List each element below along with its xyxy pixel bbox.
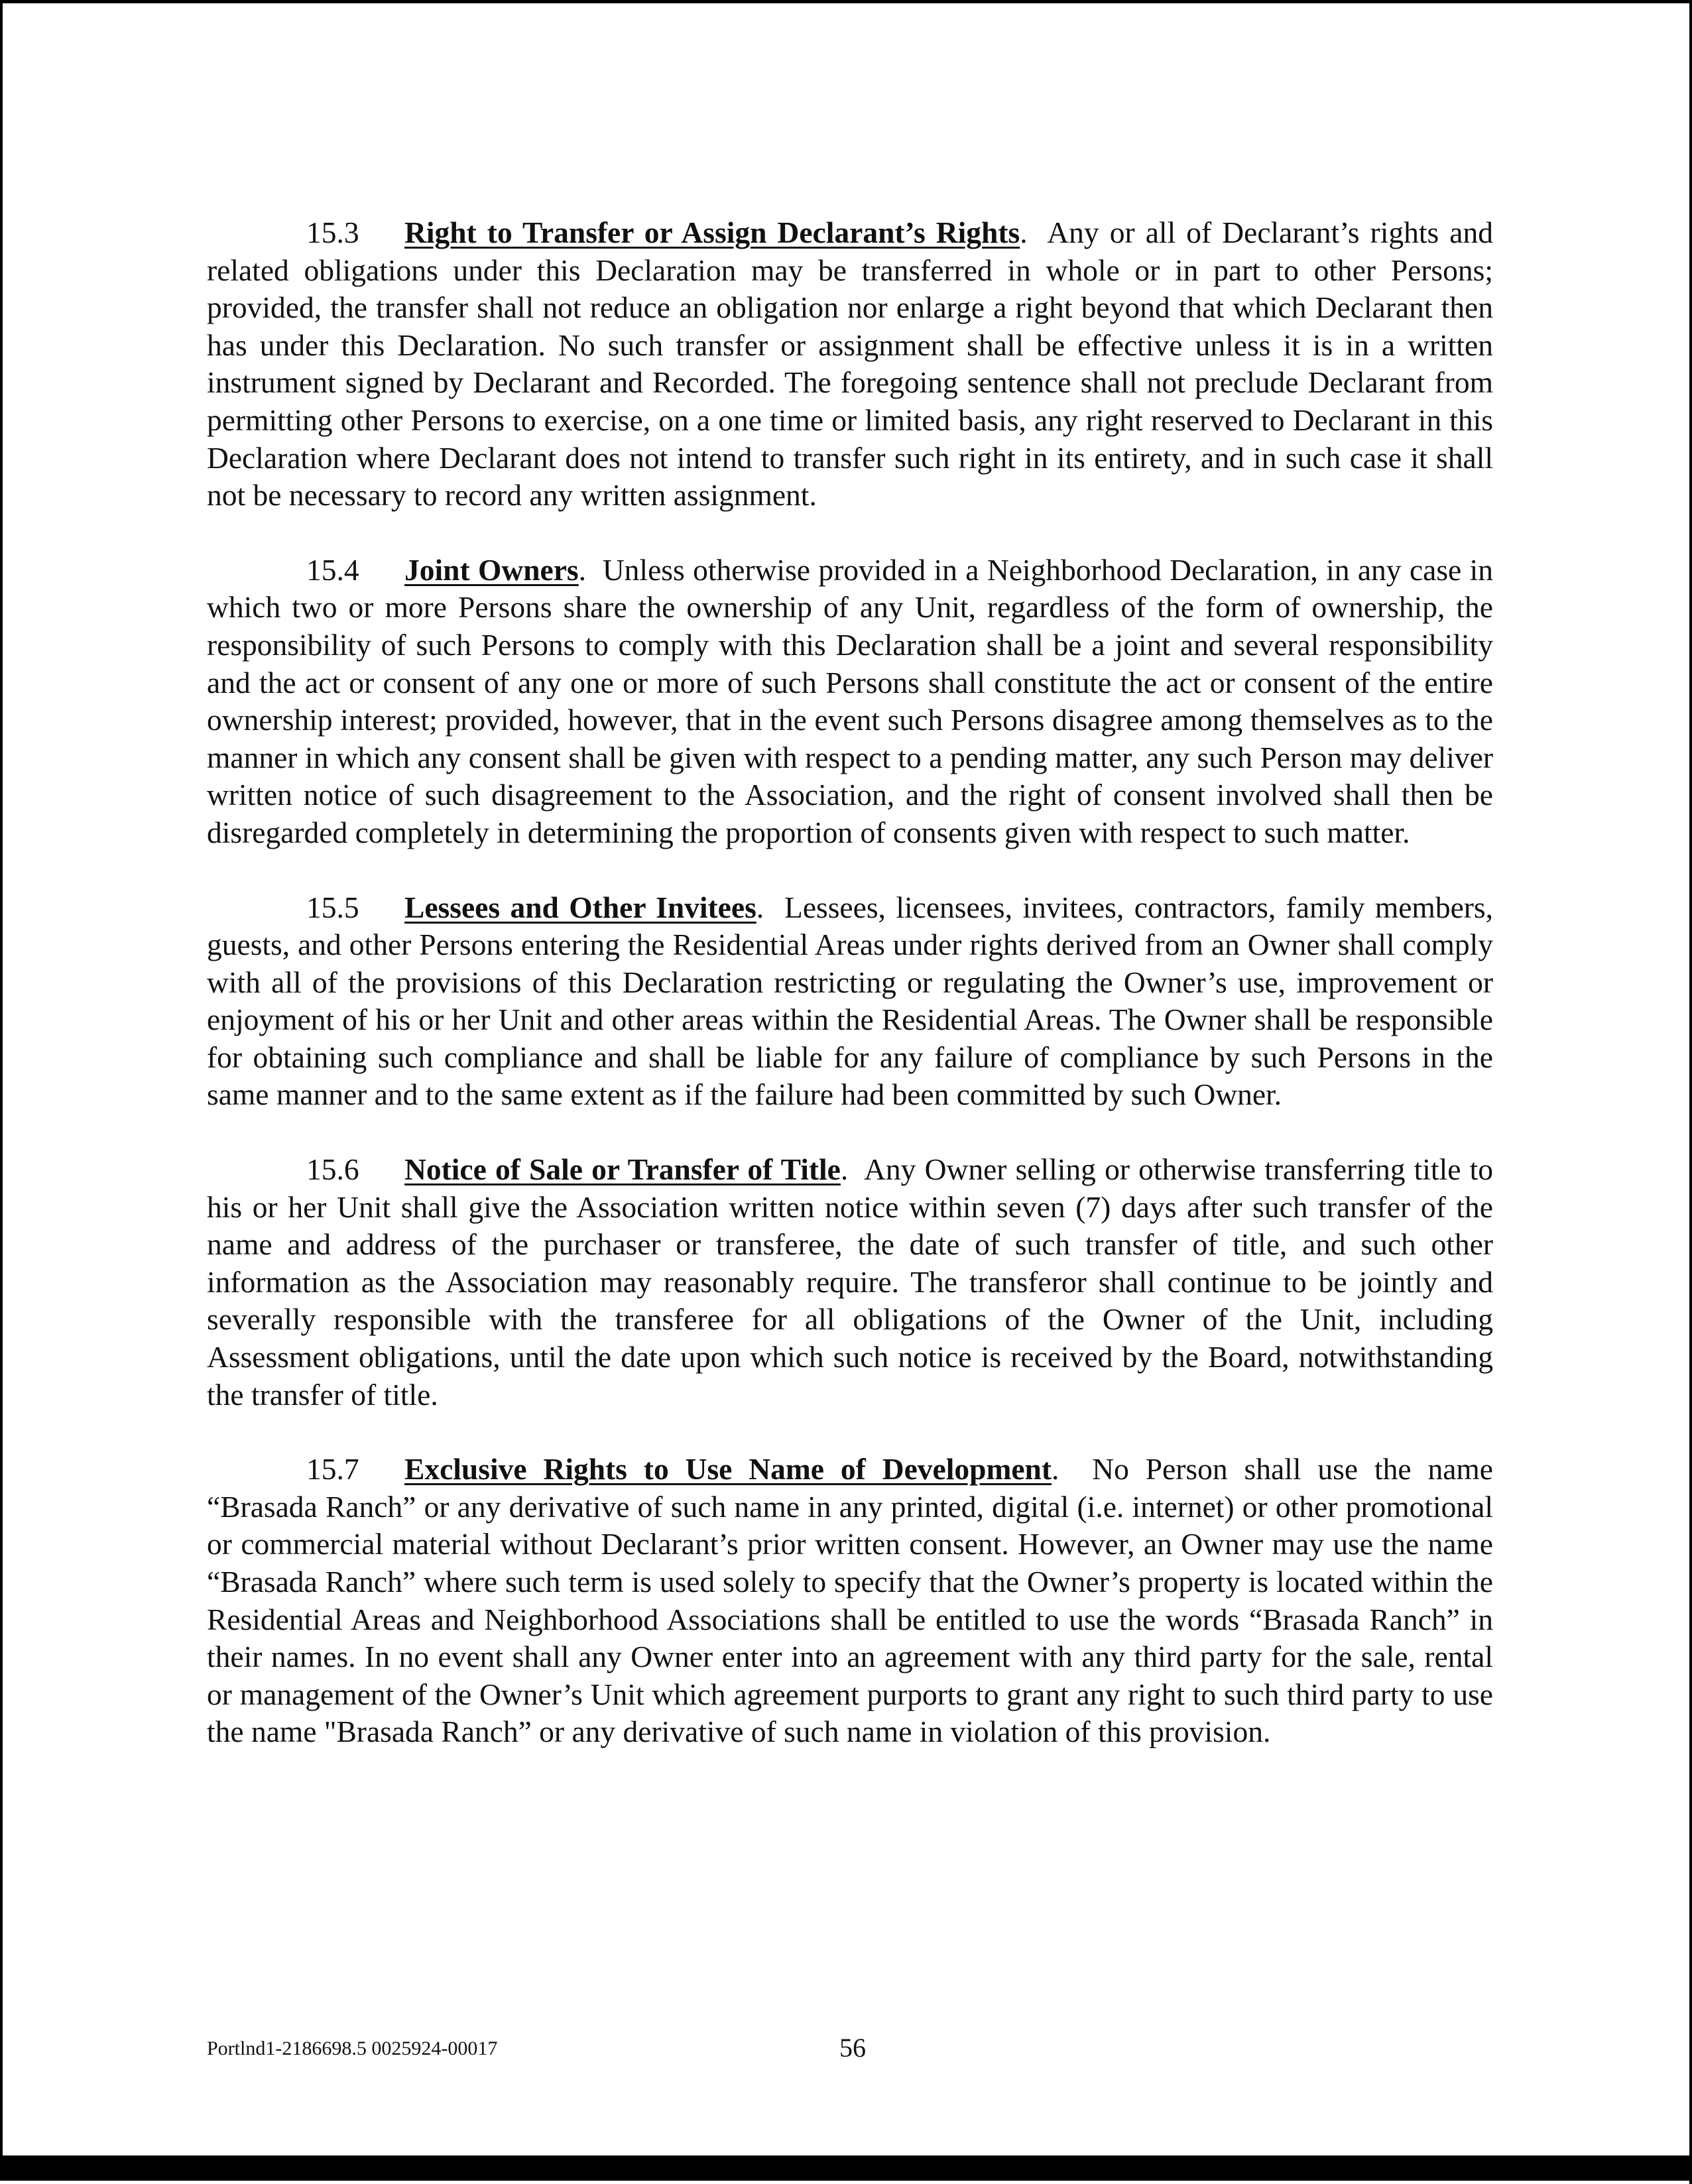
section-body: Any or all of Declarant’s rights and related obligations under this Declaration may be transferred in whole or in part to other Persons; provided, the transfer shall not reduce an obligation nor enlarge a right beyond that which Declarant then has under this Declaration. No such transfer or assignment shall be effective unless it is in a written instrument signed by Declarant and Recorded. The foregoing sentence shall not preclude Declarant from permitting other Persons to exercise, on a one time or limited basis, any right reserved to Declarant in this Declaration where Declarant does not intend to transfer such right in its entirety, and in such case it shall not be necessary to record any written assignment. [207, 215, 1493, 513]
section-body: No Person shall use the name “Brasada Ranch” or any derivative of such name in any printed, digital (i.e. internet) or other promotional or commercial material without Declarant’s prior written consent. However, an Owner may use the name “Brasada Ranch” where such term is used solely to specify that the Owner’s property is located within the Residential Areas and Neighborhood Associations shall be entitled to use the words “Brasada Ranch” in their names. In no event shall any Owner enter into an agreement with any third party for the sale, rental or management of the Owner’s Unit which agreement purports to grant any right to such third party to use the name "Brasada Ranch” or any derivative of such name in violation of this provision. [207, 1452, 1493, 1749]
section-number: 15.4 [306, 552, 359, 587]
section-number: 15.7 [306, 1452, 359, 1486]
section-15-4: 15.4 Joint Owners. Unless otherwise provided in a Neighborhood Declaration, in any case in which two or more Persons share the ownership of any Unit, regardless of the form of ownership, the responsibility of such Persons to comply with this Declaration shall be a joint and several responsibility and the act or consent of any one or more of such Persons shall constitute the act or consent of the entire ownership interest; provided, however, that in the event such Persons disagree among themselves as to the manner in which any consent shall be given with respect to a pending matter, any such Person may deliver written notice of such disagreement to the Association, and the right of consent involved shall then be disregarded completely in determining the proportion of consents given with respect to such matter. [207, 552, 1494, 849]
section-number: 15.6 [306, 1152, 359, 1187]
section-heading: Exclusive Rights to Use Name of Development [404, 1452, 1052, 1486]
section-heading: Notice of Sale or Transfer of Title [404, 1152, 841, 1187]
scan-border-bottom [3, 2155, 1692, 2181]
section-body: Any Owner selling or otherwise transferring title to his or her Unit shall give the Association written notice within seven (7) days after such transfer of the name and address of the purchaser or transferee, the date of such transfer of title, and such other information as the Association may reasonably require. The transferor shall continue to be jointly and severally responsible with the transferee for all obligations of the Owner of the Unit, including Assessment obligations, until the date upon which such notice is received by the Board, notwithstanding the transfer of title. [207, 1152, 1493, 1412]
section-heading: Right to Transfer or Assign Declarant’s Rights [404, 215, 1020, 249]
section-body: Unless otherwise provided in a Neighborhood Declaration, in any case in which two or more Persons share the ownership of any Unit, regardless of the form of ownership, the responsibility of such Persons to comply with this Declaration shall be a joint and several responsibility and the act or consent of any one or more of such Persons shall constitute the act or consent of the entire ownership interest; provided, however, that in the event such Persons disagree among themselves as to the manner in which any consent shall be given with respect to a pending matter, any such Person may deliver written notice of such disagreement to the Association, and the right of consent involved shall then be disregarded completely in determining the proportion of consents given with respect to such matter. [207, 552, 1494, 849]
section-number: 15.3 [306, 215, 359, 249]
section-15-6: 15.6 Notice of Sale or Transfer of Title. Any Owner selling or otherwise transferring title to his or her Unit shall give the Association written notice within seven (7) days after such transfer of the name and address of the purchaser or transferee, the date of such transfer of title, and such other information as the Association may reasonably require. The transferor shall continue to be jointly and severally responsible with the transferee for all obligations of the Owner of the Unit, including Assessment obligations, until the date upon which such notice is received by the Board, notwithstanding the transfer of title. [207, 1152, 1493, 1412]
section-15-3: 15.3 Right to Transfer or Assign Declarant’s Rights. Any or all of Declarant’s rights and related obligations under this Declaration may be transferred in whole or in part to other Persons; provided, the transfer shall not reduce an obligation nor enlarge a right beyond that which Declarant then has under this Declaration. No such transfer or assignment shall be effective unless it is in a written instrument signed by Declarant and Recorded. The foregoing sentence shall not preclude Declarant from permitting other Persons to exercise, on a one time or limited basis, any right reserved to Declarant in this Declaration where Declarant does not intend to transfer such right in its entirety, and in such case it shall not be necessary to record any written assignment. [207, 215, 1493, 513]
section-15-7: 15.7 Exclusive Rights to Use Name of Development. No Person shall use the name “Brasada Ranch” or any derivative of such name in any printed, digital (i.e. internet) or other promotional or commercial material without Declarant’s prior written consent. However, an Owner may use the name “Brasada Ranch” where such term is used solely to specify that the Owner’s property is located within the Residential Areas and Neighborhood Associations shall be entitled to use the words “Brasada Ranch” in their names. In no event shall any Owner enter into an agreement with any third party for the sale, rental or management of the Owner’s Unit which agreement purports to grant any right to such third party to use the name "Brasada Ranch” or any derivative of such name in violation of this provision. [207, 1452, 1493, 1749]
scan-border-right [1689, 3, 1692, 2184]
section-heading: Lessees and Other Invitees [404, 890, 756, 924]
section-heading: Joint Owners [404, 552, 579, 587]
section-number: 15.5 [306, 890, 359, 924]
document-body [207, 214, 1493, 1788]
footer-document-id: Portlnd1-2186698.5 0025924-00017 [207, 2037, 498, 2059]
section-body: Lessees, licensees, invitees, contractors, family members, guests, and other Persons entering the Residential Areas under rights derived from an Owner shall comply with all of the provisions of this Declaration restricting or regulating the Owner’s use, improvement or enjoyment of his or her Unit and other areas within the Residential Areas. The Owner shall be responsible for obtaining such compliance and shall be liable for any failure of compliance by such Persons in the same manner and to the same extent as if the failure had been committed by such Owner. [207, 890, 1493, 1112]
footer-page-number: 56 [839, 2033, 866, 2063]
section-15-5: 15.5 Lessees and Other Invitees. Lessees, licensees, invitees, contractors, family members, guests, and other Persons entering the Residential Areas under rights derived from an Owner shall comply with all of the provisions of this Declaration restricting or regulating the Owner’s use, improvement or enjoyment of his or her Unit and other areas within the Residential Areas. The Owner shall be responsible for obtaining such compliance and shall be liable for any failure of compliance by such Persons in the same manner and to the same extent as if the failure had been committed by such Owner. [207, 890, 1493, 1112]
